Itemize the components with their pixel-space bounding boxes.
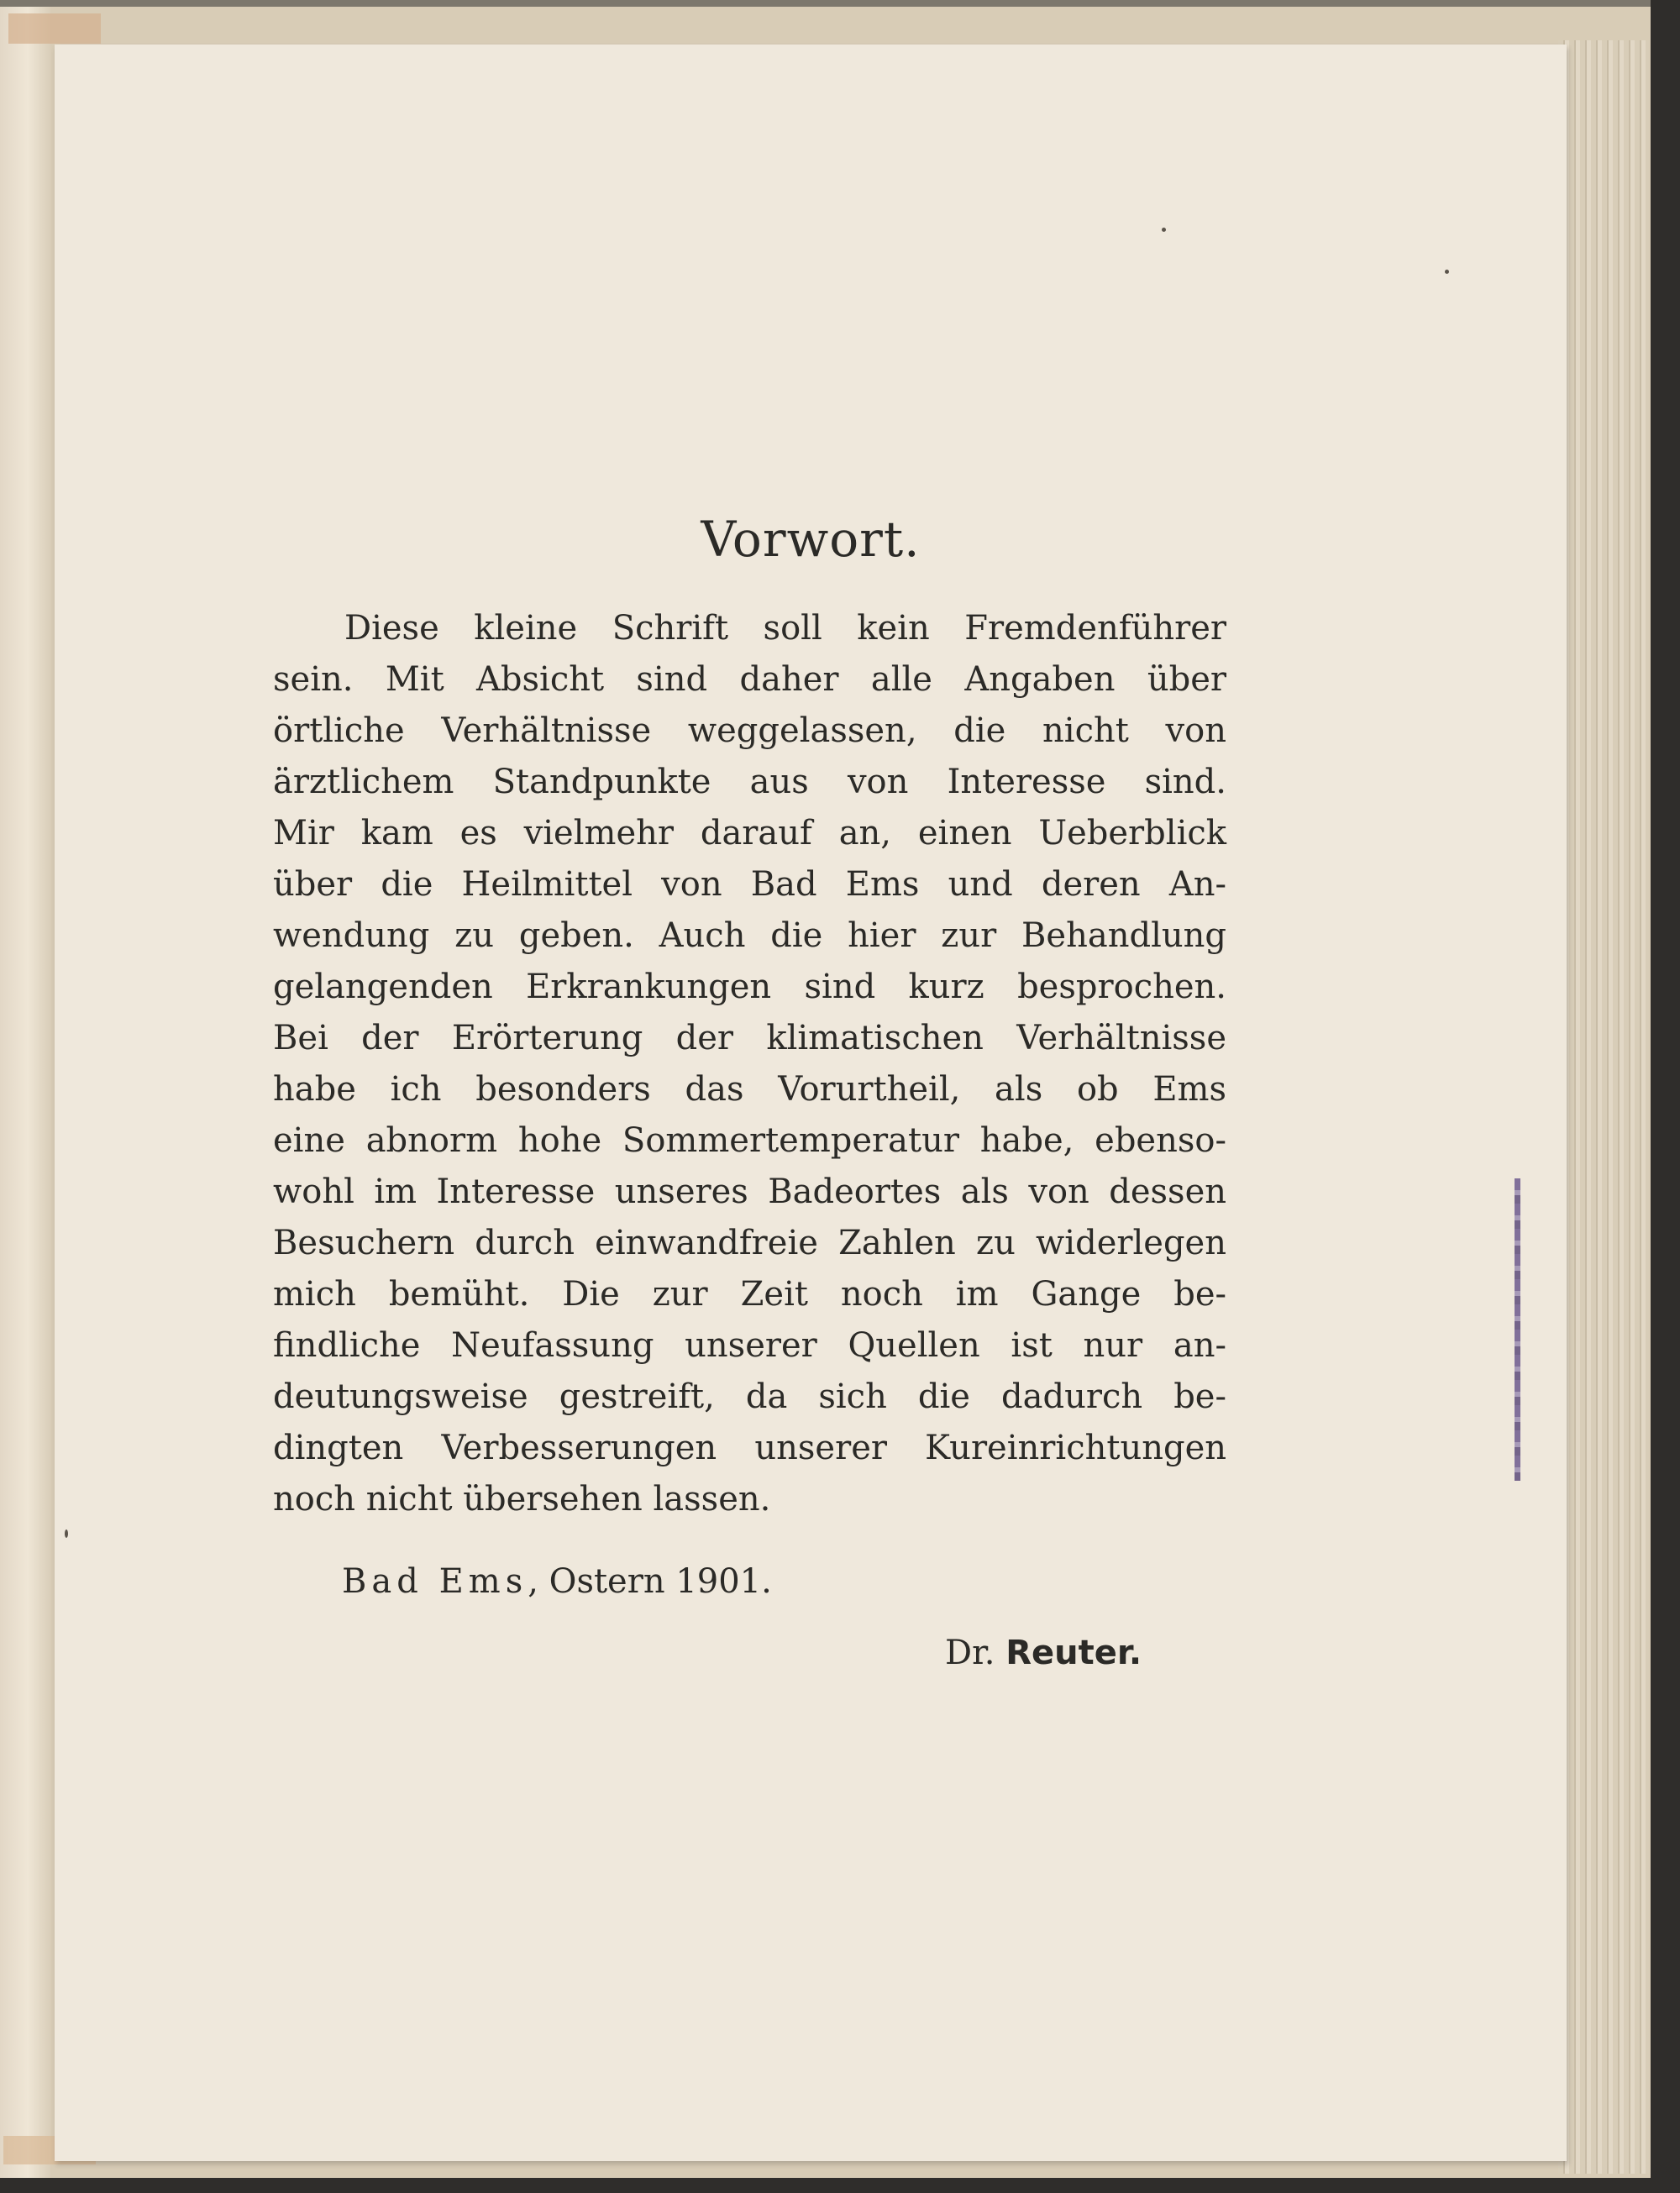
spine-edge bbox=[0, 7, 50, 2178]
paper-speck bbox=[1162, 228, 1166, 232]
signature-name: Reuter. bbox=[1005, 1634, 1142, 1672]
text-line: noch nicht übersehen lassen. bbox=[273, 1480, 771, 1519]
text-line: Diese kleine Schrift soll kein Fremdenführer bbox=[344, 609, 1226, 648]
text-line: örtliche Verhältnisse weggelassen, die nicht von bbox=[273, 711, 1226, 750]
text-line: Besuchern durch einwandfreie Zahlen zu widerlegen bbox=[273, 1224, 1226, 1262]
text-line: Bei der Erörterung der klimatischen Verhältnisse bbox=[273, 1019, 1226, 1057]
date-text: , Ostern 1901. bbox=[528, 1562, 772, 1601]
book-page bbox=[55, 45, 1567, 2161]
text-line: deutungsweise gestreift, da sich die dadurch be- bbox=[273, 1377, 1226, 1416]
text-line: mich bemüht. Die zur Zeit noch im Gange be- bbox=[273, 1275, 1226, 1314]
place-date-line bbox=[342, 1556, 772, 1608]
text-line: findliche Neufassung unserer Quellen ist nur an- bbox=[273, 1326, 1226, 1365]
signature bbox=[945, 1628, 1142, 1679]
text-line: dingten Verbesserungen unserer Kureinrichtungen bbox=[273, 1429, 1226, 1467]
text-line: wohl im Interesse unseres Badeortes als von dessen bbox=[273, 1173, 1226, 1211]
text-line: ärztlichem Standpunkte aus von Interesse sind. bbox=[273, 763, 1226, 801]
spine-wear-top bbox=[8, 13, 101, 44]
text-line: über die Heilmittel von Bad Ems und deren An- bbox=[273, 865, 1226, 904]
page-edges bbox=[1558, 40, 1649, 2174]
signature-prefix: Dr. bbox=[945, 1634, 995, 1672]
page-title: Vorwort. bbox=[701, 511, 921, 568]
preface-paragraph bbox=[273, 603, 1226, 1525]
place-name: Bad Ems bbox=[342, 1562, 528, 1601]
paper-speck bbox=[65, 1529, 68, 1538]
text-line: gelangenden Erkrankungen sind kurz besprochen. bbox=[273, 968, 1226, 1006]
text-line: habe ich besonders das Vorurtheil, als ob Ems bbox=[273, 1070, 1226, 1109]
text-line: eine abnorm hohe Sommertemperatur habe, ebenso- bbox=[273, 1121, 1226, 1160]
paper-speck bbox=[1445, 270, 1449, 274]
text-line: Mir kam es vielmehr darauf an, einen Ueberblick bbox=[273, 814, 1226, 853]
text-line: wendung zu geben. Auch die hier zur Behandlung bbox=[273, 916, 1226, 955]
library-stamp-mark bbox=[1515, 1178, 1520, 1481]
text-line: sein. Mit Absicht sind daher alle Angaben über bbox=[273, 660, 1226, 699]
